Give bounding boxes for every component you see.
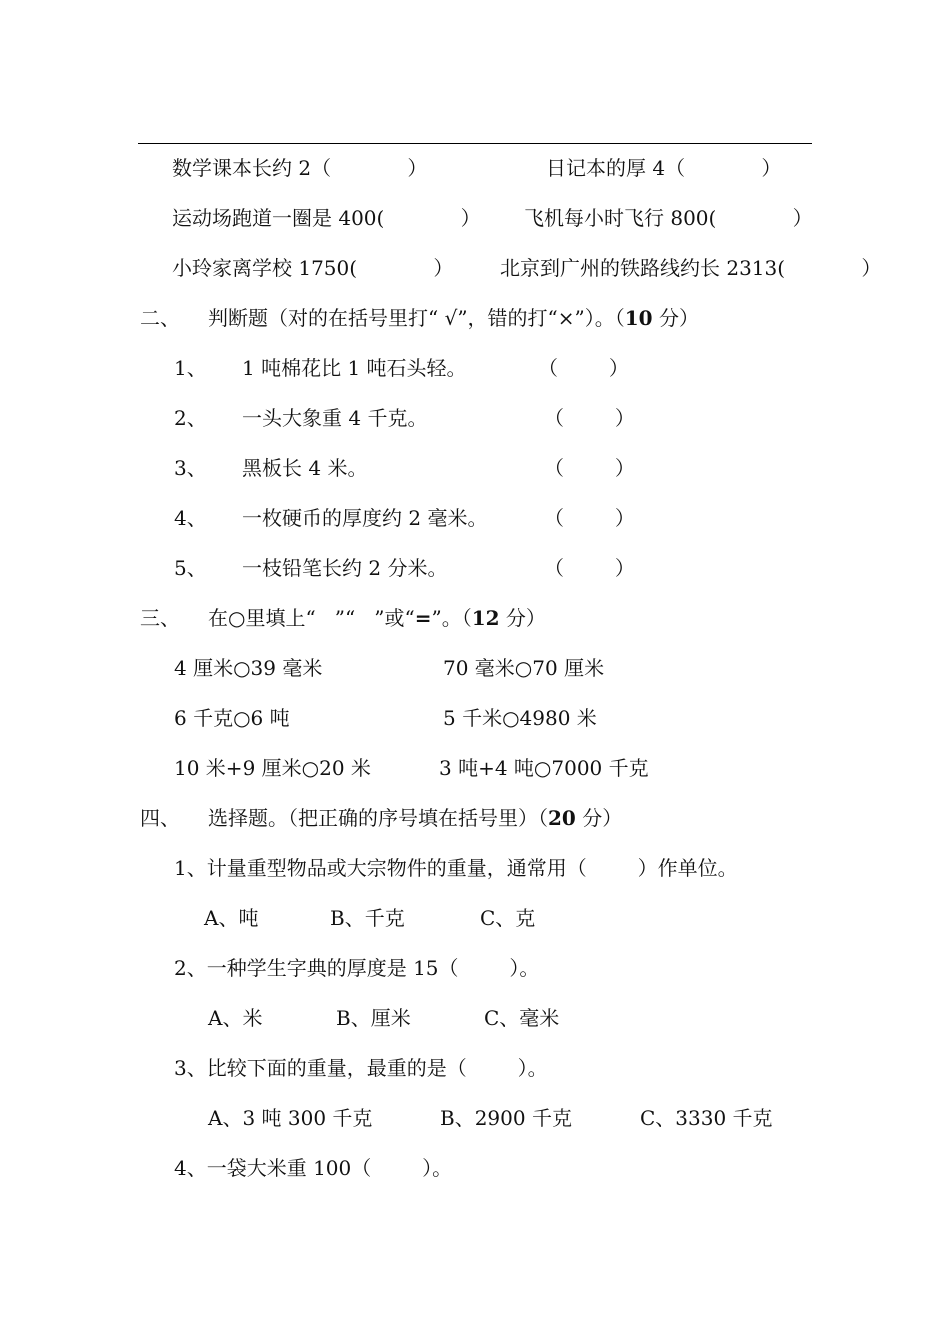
- section-3-heading: 在○里填上“ ”“ ”或“=”。（12 分）: [208, 606, 546, 630]
- compare-item: 3 吨+4 吨○7000 千克: [439, 756, 649, 780]
- judge-item-number: 5、: [174, 556, 207, 580]
- section-3-points: 12: [471, 606, 500, 630]
- compare-item: 6 千克○6 吨: [174, 706, 290, 730]
- section-4-points: 20: [548, 806, 576, 830]
- judge-item-text: 一枚硬币的厚度约 2 毫米。: [242, 506, 488, 530]
- choice-option[interactable]: B、2900 千克: [440, 1106, 572, 1130]
- choice-question-1: 1、计量重型物品或大宗物件的重量，通常用（ ）作单位。: [174, 856, 738, 880]
- judge-item-answer-paren[interactable]: （ ）: [544, 556, 635, 580]
- choice-option[interactable]: A、吨: [204, 906, 259, 930]
- section-4-number: 四、: [140, 806, 180, 830]
- compare-item: 10 米+9 厘米○20 米: [174, 756, 371, 780]
- section-2-points: 10: [624, 306, 653, 330]
- fill-item-track-lap: 运动场跑道一圈是 400( ）: [172, 206, 481, 230]
- choice-option[interactable]: C、克: [480, 906, 536, 930]
- compare-item: 4 厘米○39 毫米: [174, 656, 323, 680]
- judge-item-answer-paren[interactable]: （ ）: [538, 356, 629, 380]
- fill-item-plane-speed: 飞机每小时飞行 800( ）: [524, 206, 813, 230]
- fill-item-school-distance: 小玲家离学校 1750( ）: [172, 256, 454, 280]
- choice-question-2: 2、一种学生字典的厚度是 15（ ）。: [174, 956, 540, 980]
- fill-item-math-book: 数学课本长约 2（ ）: [172, 156, 428, 180]
- fill-item-railway-length: 北京到广州的铁路线约长 2313( ）: [500, 256, 882, 280]
- judge-item-number: 4、: [174, 506, 207, 530]
- choice-option[interactable]: A、3 吨 300 千克: [208, 1106, 373, 1130]
- choice-option[interactable]: B、千克: [330, 906, 405, 930]
- section-4-heading: 选择题。（把正确的序号填在括号里）（20 分）: [208, 806, 623, 830]
- judge-item-text: 黑板长 4 米。: [242, 456, 368, 480]
- judge-item-text: 一头大象重 4 千克。: [242, 406, 428, 430]
- choice-option[interactable]: A、米: [208, 1006, 263, 1030]
- judge-item-text: 1 吨棉花比 1 吨石头轻。: [242, 356, 467, 380]
- compare-item: 5 千米○4980 米: [443, 706, 597, 730]
- compare-item: 70 毫米○70 厘米: [443, 656, 605, 680]
- judge-item-number: 3、: [174, 456, 207, 480]
- judge-item-number: 1、: [174, 356, 207, 380]
- judge-item-answer-paren[interactable]: （ ）: [544, 406, 635, 430]
- equal-sign: =: [414, 606, 432, 630]
- choice-option[interactable]: C、3330 千克: [640, 1106, 773, 1130]
- choice-question-3: 3、比较下面的重量，最重的是（ ）。: [174, 1056, 548, 1080]
- section-3-number: 三、: [140, 606, 180, 630]
- judge-item-number: 2、: [174, 406, 207, 430]
- choice-option[interactable]: B、厘米: [336, 1006, 411, 1030]
- choice-option[interactable]: C、毫米: [484, 1006, 560, 1030]
- judge-item-text: 一枝铅笔长约 2 分米。: [242, 556, 448, 580]
- judge-item-answer-paren[interactable]: （ ）: [544, 456, 635, 480]
- choice-question-4: 4、一袋大米重 100（ ）。: [174, 1156, 453, 1180]
- section-2-heading: 判断题（对的在括号里打“ √”，错的打“×”）。（10 分）: [208, 306, 699, 330]
- judge-item-answer-paren[interactable]: （ ）: [544, 506, 635, 530]
- header-rule: [138, 143, 812, 144]
- fill-item-diary-thickness: 日记本的厚 4（ ）: [546, 156, 782, 180]
- section-2-number: 二、: [140, 306, 180, 330]
